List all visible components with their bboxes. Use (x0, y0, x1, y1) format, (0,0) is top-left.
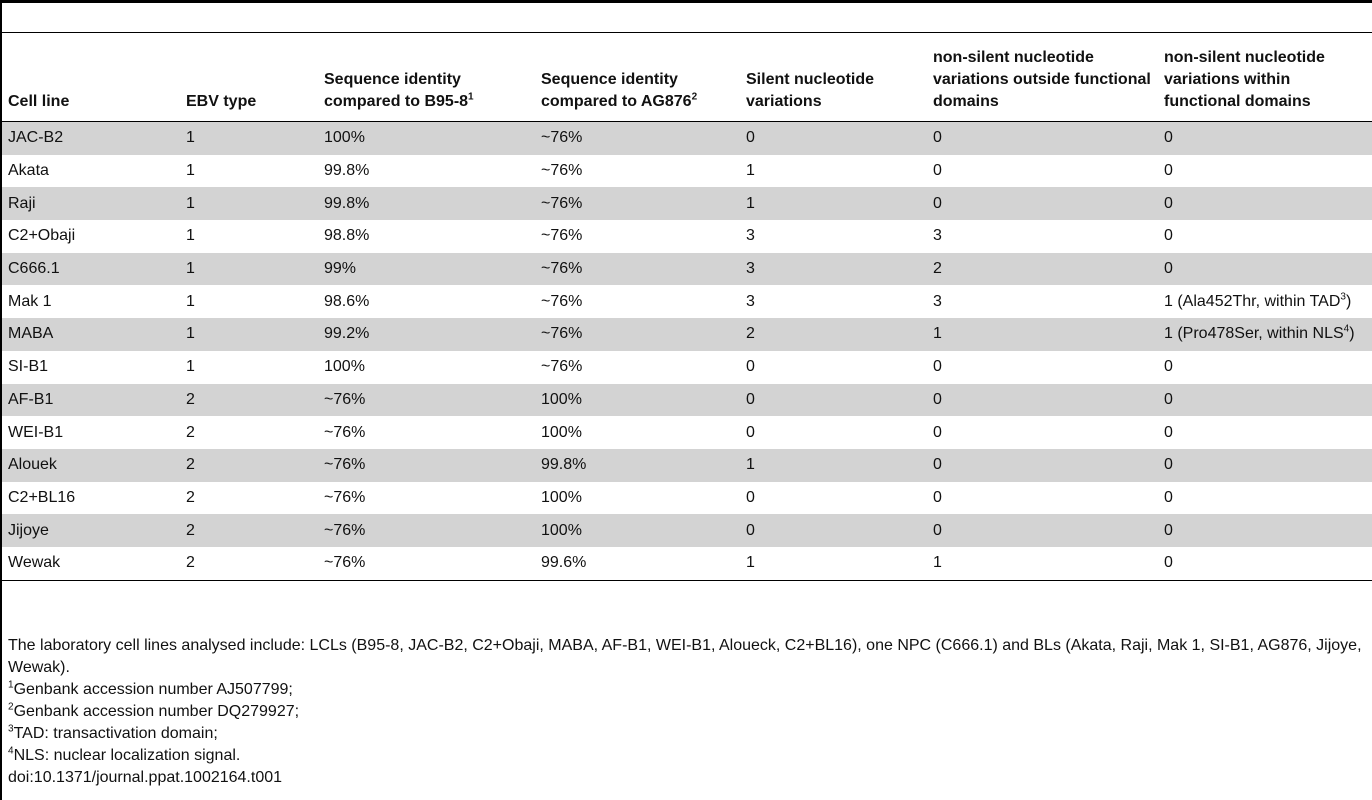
table-row (2, 220, 1372, 253)
table-row (2, 285, 1372, 318)
table-row (2, 155, 1372, 188)
cell-cell-line: C2+Obaji (8, 227, 76, 245)
cell-seq-ag876: ~76% (535, 187, 740, 220)
footnote-3: $^3$TAD: transactivation domain; (8, 723, 218, 742)
cell-silent-count: 0 (740, 122, 927, 155)
cell-cell-line: SI-B1 (8, 358, 49, 376)
cell-within-domains: 0 (1158, 253, 1372, 286)
table-row (2, 514, 1372, 547)
cell-cell-line: Jijoye (2, 514, 180, 547)
cell-within-domains: 0 (1164, 423, 1173, 441)
table-row (2, 384, 1372, 417)
cell-seq-ag876: 100% (541, 488, 582, 506)
cell-cell-line: AF-B1 (2, 384, 180, 417)
header-outside: non-silent nucleotide variations outside functional domains (927, 43, 1158, 122)
cell-outside-count: 3 (933, 227, 942, 245)
cell-within-domains: 0 (1158, 122, 1372, 155)
cell-ebv-type: 1 (180, 318, 318, 351)
table-body (2, 122, 1372, 581)
cell-seq-ag876: ~76% (535, 318, 740, 351)
table-row (2, 122, 1372, 155)
cell-silent-count: 0 (746, 423, 755, 441)
data-table (2, 43, 1372, 581)
cell-seq-b95: 100% (318, 122, 535, 155)
cell-within-domains: 0 (1164, 488, 1173, 506)
cell-silent-count: 1 (740, 187, 927, 220)
cell-seq-ag876: ~76% (541, 227, 583, 245)
cell-outside-count: 0 (927, 449, 1158, 482)
cell-outside-count: 0 (927, 187, 1158, 220)
table-row (2, 187, 1372, 220)
cell-within-domains: 0 (1164, 227, 1173, 245)
cell-seq-b95: ~76% (318, 449, 535, 482)
cell-ebv-type: 2 (180, 384, 318, 417)
cell-outside-count: 0 (933, 423, 942, 441)
cell-seq-ag876: 100% (535, 384, 740, 417)
cell-cell-line: C666.1 (2, 253, 180, 286)
cell-silent-count: 0 (746, 488, 755, 506)
cell-seq-b95: ~76% (318, 384, 535, 417)
top-rule-secondary (0, 32, 1372, 33)
cell-seq-b95: 99% (318, 253, 535, 286)
cell-within-domains: 0 (1164, 162, 1173, 180)
cell-within-domains: 0 (1164, 358, 1173, 376)
cell-outside-count: 0 (927, 384, 1158, 417)
cell-within-domains: 0 (1158, 187, 1372, 220)
table-row (2, 416, 1372, 449)
table-row (2, 318, 1372, 351)
cell-seq-b95: ~76% (318, 514, 535, 547)
cell-seq-b95: 100% (324, 358, 365, 376)
header-ebv-type: EBV type (180, 43, 318, 122)
cell-outside-count: 3 (933, 292, 942, 310)
cell-cell-line: Alouek (2, 449, 180, 482)
cell-seq-ag876: 99.6% (535, 547, 740, 580)
cell-seq-b95: 99.8% (324, 162, 370, 180)
cell-seq-b95: 98.6% (324, 292, 370, 310)
cell-seq-ag876: 100% (535, 514, 740, 547)
footnote-intro: The laboratory cell lines analysed include: LCLs (B95-8, JAC-B2, C2+Obaji, MABA, AF-B1, WEI-B1, Aloueck, C2+BL16), one NPC (C666.1) and BLs (Akata, Raji, Mak 1, SI-B1, AG876, Jijoye, Wewak). (8, 637, 1362, 676)
cell-ebv-type: 2 (186, 423, 195, 441)
cell-within-domains: 0 (1158, 449, 1372, 482)
cell-seq-b95: 98.8% (324, 227, 370, 245)
cell-silent-count: 1 (740, 449, 927, 482)
cell-silent-count: 0 (740, 384, 927, 417)
cell-cell-line: MABA (2, 318, 180, 351)
header-within: non-silent nucleotide variations within functional domains (1158, 43, 1372, 122)
cell-outside-count: 0 (927, 122, 1158, 155)
cell-outside-count: 0 (933, 162, 942, 180)
cell-silent-count: 3 (746, 227, 755, 245)
cell-outside-count: 2 (927, 253, 1158, 286)
cell-silent-count: 0 (740, 514, 927, 547)
table-footnotes (8, 635, 1368, 789)
cell-cell-line: Wewak (2, 547, 180, 580)
cell-ebv-type: 1 (180, 253, 318, 286)
cell-seq-ag876: ~76% (535, 253, 740, 286)
cell-seq-b95: 99.8% (318, 187, 535, 220)
cell-seq-ag876: 100% (541, 423, 582, 441)
header-silent: Silent nucleotide variations (740, 43, 927, 122)
cell-seq-ag876: ~76% (541, 358, 583, 376)
cell-ebv-type: 1 (186, 162, 195, 180)
header-row (2, 43, 1372, 122)
header-seq-ag876: Sequence identity compared to $AG876^2$ (535, 43, 740, 122)
cell-seq-ag876: ~76% (541, 162, 583, 180)
cell-ebv-type: 1 (180, 122, 318, 155)
cell-seq-b95: ~76% (324, 488, 366, 506)
footnote-1: $^1$Genbank accession number AJ507799; (8, 679, 293, 698)
table-row (2, 351, 1372, 384)
cell-cell-line: JAC-B2 (2, 122, 180, 155)
footnote-2: $^2$Genbank accession number DQ279927; (8, 701, 300, 720)
cell-within-domains: 0 (1158, 514, 1372, 547)
cell-seq-ag876: 99.8% (535, 449, 740, 482)
table-row (2, 449, 1372, 482)
cell-seq-ag876: ~76% (541, 292, 583, 310)
header-seq-b95: Sequence identity compared to $B95-8^1$ (318, 43, 535, 122)
cell-within-domains: 1 (Ala452Thr, within TAD$^3$) (1164, 291, 1352, 310)
cell-outside-count: 1 (927, 318, 1158, 351)
cell-ebv-type: 2 (180, 547, 318, 580)
cell-outside-count: 0 (933, 488, 942, 506)
table-row (2, 547, 1372, 580)
cell-within-domains: 0 (1158, 547, 1372, 580)
cell-outside-count: 0 (927, 514, 1158, 547)
footnote-4: $^4$NLS: nuclear localization signal. (8, 745, 241, 764)
cell-ebv-type: 2 (180, 514, 318, 547)
top-rule (0, 0, 1372, 3)
cell-outside-count: 0 (933, 358, 942, 376)
cell-seq-b95: 99.2% (318, 318, 535, 351)
cell-outside-count: 1 (927, 547, 1158, 580)
table-row (2, 253, 1372, 286)
cell-ebv-type: 2 (180, 449, 318, 482)
cell-within-domains: 0 (1158, 384, 1372, 417)
cell-ebv-type: 1 (186, 358, 195, 376)
cell-ebv-type: 2 (186, 488, 195, 506)
header-cell-line: Cell line (2, 43, 180, 122)
cell-ebv-type: 1 (180, 187, 318, 220)
cell-seq-b95: ~76% (324, 423, 366, 441)
cell-silent-count: 0 (746, 358, 755, 376)
cell-ebv-type: 1 (186, 292, 195, 310)
cell-cell-line: C2+BL16 (8, 488, 76, 506)
cell-seq-b95: ~76% (318, 547, 535, 580)
cell-cell-line: Akata (8, 162, 49, 180)
cell-silent-count: 2 (740, 318, 927, 351)
table-row (2, 482, 1372, 515)
cell-silent-count: 1 (740, 547, 927, 580)
cell-within-domains: 1 (Pro478Ser, within NLS$^4$) (1158, 318, 1372, 351)
cell-cell-line: WEI-B1 (8, 423, 64, 441)
cell-silent-count: 3 (746, 292, 755, 310)
cell-cell-line: Mak 1 (8, 292, 52, 310)
cell-cell-line: Raji (2, 187, 180, 220)
cell-silent-count: 3 (740, 253, 927, 286)
cell-seq-ag876: ~76% (535, 122, 740, 155)
cell-silent-count: 1 (746, 162, 755, 180)
cell-ebv-type: 1 (186, 227, 195, 245)
doi-link[interactable]: doi:10.1371/journal.ppat.1002164.t001 (8, 769, 283, 786)
